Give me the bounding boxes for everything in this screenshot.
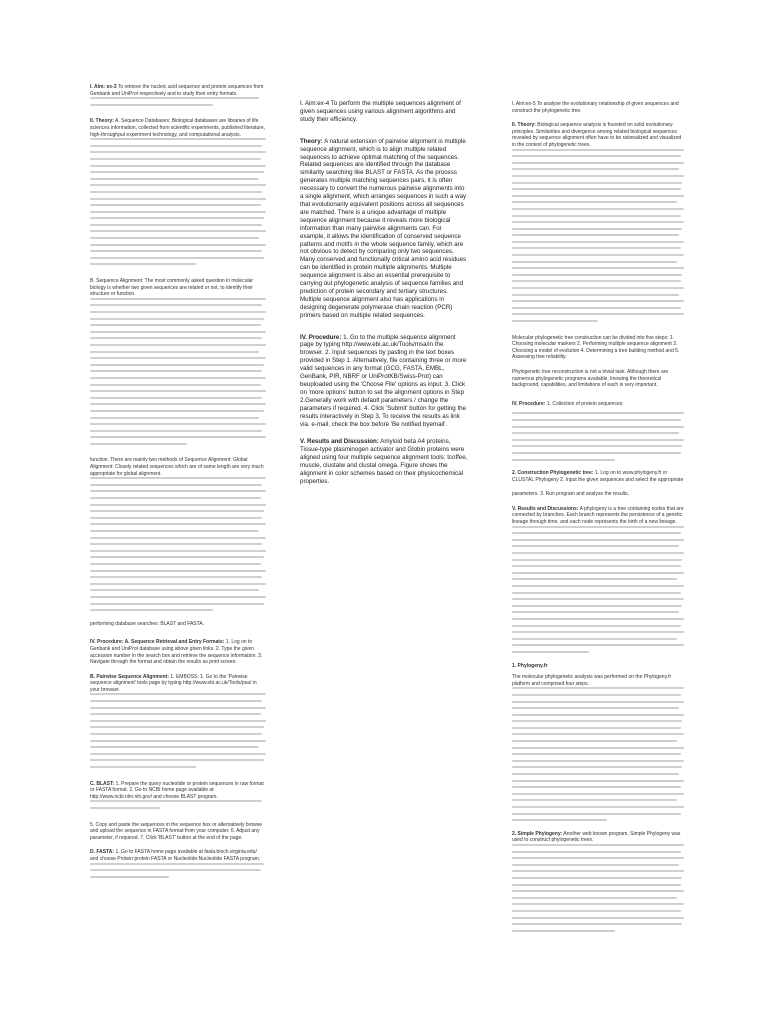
- right-simple-remaining-lines: [512, 844, 684, 932]
- left-function-text: function. There are mainly two methods of Sequence Alignment: Global Alignment: Closely related sequences which are of same length are very much appropriate for global alignment.: [90, 457, 264, 477]
- left-fasta-remaining-lines: [90, 863, 266, 878]
- left-fasta-text: 1. Go to FASTA home page available at fasta.bioch.virginia.edu/ and choose Protein:protein FASTA or Nucleotide:Nucleotide FASTA program.: [90, 849, 261, 862]
- left-function-remaining-lines: [90, 477, 266, 611]
- right-theory-text: Biological sequence analysis is founded on solid evolutionary principles. Similarities and divergence among related biological sequences revealed by sequence alignment often have to be rationalized and visualized in the context of phylogenetic trees.: [512, 122, 682, 148]
- right-theory-paragraph: [512, 122, 684, 148]
- left-alignment-paragraph: [90, 278, 266, 298]
- left-column: [90, 84, 266, 882]
- left-blast-steps-paragraph: 5. Copy and paste the sequences in the sequence box or alternatively browse and upload the sequence in FASTA format from your computer. 6. Adjust any parameter, if required. 7. Click 'BLAST' button at the end of the page.: [90, 821, 263, 841]
- left-blast-title: C. BLAST:: [90, 780, 115, 787]
- left-aim-remaining-lines: [90, 97, 266, 106]
- left-searches-line: performing database searches: BLAST and FASTA.: [90, 620, 205, 627]
- right-construction-paragraph: [512, 470, 684, 483]
- right-results-text: A phylogeny is a tree containing nodes that are connected by branches. Each branch represents the persistence of a genetic lineage through time, and each node represents the birth of a new lineage.: [512, 505, 684, 526]
- middle-procedure-text: 1. Go to the multiple sequence alignment page by typing http://www.ebi.ac.uk/Tools/msa/in the browser. 2. Input sequences by pasting in the text boxes provided in Step 1. Alternatively, file containing three or more valid sequences in any format (GCG, FASTA, EMBL, GenBank, PIR, NBRF or UniProtKB/Swiss-Prot) can beuploaded using the 'Choose File' options as input. 3. Click on 'more options' button to set the alignment options in Step 2.Generally work with default parameters / change the parameters if required. 4. Click 'Submit' button for getting the results interactively in Step 3. To receive the results as link via. e-mail, check the box before 'Be notified byemail'.: [300, 333, 467, 428]
- right-procedure-paragraph: [512, 401, 684, 408]
- left-procedure-a-title: IV. Procedure: A. Sequence Retrieval and Entry Formats:: [90, 639, 225, 646]
- right-column: [512, 101, 684, 936]
- right-simple-paragraph: [512, 831, 684, 844]
- left-blast-paragraph: [90, 781, 266, 801]
- right-construction-title: 2. Construction Phylogenetic tree:: [512, 470, 594, 477]
- left-procedure-a-paragraph: [90, 639, 266, 665]
- right-simple-title: 2. Simple Phylogeny:: [512, 830, 563, 837]
- right-results-paragraph: [512, 506, 684, 526]
- right-phylogeny-paragraph: The molecular phylogenetic analysis was performed on the Phylogeny.fr platform and comprised four steps.: [512, 674, 672, 687]
- left-aim-title: I. Aim: ex-3: [90, 84, 117, 90]
- right-aim: I. Aim:ex-5 To analyse the evolutionary relationship of given sequences and construct the phylogenetic tree.: [512, 101, 679, 114]
- middle-results-paragraph: [300, 438, 468, 485]
- right-theory-title: II. Theory:: [512, 122, 536, 129]
- right-theory-remaining-lines: [512, 149, 684, 322]
- left-theory-paragraph: [90, 118, 266, 138]
- middle-column: [300, 100, 468, 486]
- left-blast-remaining-lines: [90, 800, 266, 809]
- right-phylogeny-remaining-lines: [512, 687, 684, 821]
- right-results-title: V. Results and Discussions:: [512, 505, 579, 512]
- middle-theory-text: A natural extension of pairwise alignment is multiple sequence alignment, which is to align multiple related sequences to achieve optimal matching of the sequences. Related sequences are identified through the database similarity searching like BLAST or FASTA. As the process generates multiple matching sequences pairs, it is often necessary to convert the numerous pairwise alignments into a single alignment, which arranges sequences in such a way that evolutionarily equivalent positions across all sequences are matched. There is a unique advantage of multiple sequence alignment because it reveals more biological information than many pairwise alignments can. For example, it allows the identification of conserved sequence patterns and motifs in the whole sequence family, which are not obvious to detect by comparing only two sequences. Many conserved and functionally critical amino acid residues can be identified in protein multiple alignments. Multiple sequence alignment is also an essential prerequisite to carrying out phylogenetic analysis of sequence families and prediction of protein secondary and tertiary structures. Multiple sequence alignment also has applications in designing degenerate polymerase chain reaction (PCR) primers based on multiple related sequences.: [300, 137, 467, 319]
- left-fasta-title: D. FASTA:: [90, 849, 115, 856]
- right-steps-paragraph: Molecular phylogenetic tree construction can be divided into five steps: 1. Choosing molecular markers 2. Performing multiple sequence alignment 3. Choosing a model of evolution 4. Determining a tree building method and 5. Assessing tree reliability.: [512, 334, 680, 361]
- right-procedure-title: IV. Procedure:: [512, 400, 546, 407]
- right-parameters-line: parameters. 3. Run program and analyse the results.: [512, 491, 630, 498]
- middle-results-text: Amyloid beta A4 proteins, Tissue-type plasminogen activator and Globin proteins were aligned using four multiple sequence alignment tools: tcoffee, muscle, clustalw and clustal omega. Figure shows the alignment in color schemes based on their physicochemical properties.: [300, 438, 468, 485]
- left-alignment-text: B. Sequence Alignment: The most commonly asked question in molecular biology is whether two given sequences are related or not, to identify their structure or function.: [90, 278, 254, 298]
- left-theory-title: II. Theory:: [90, 118, 114, 125]
- right-reconstruction-paragraph: Phylogenetic tree reconstruction is not a trivial task. Although there are numerous phylogenetic programs available, knowing the theoretical background, capabilities, and limitations of each is very important.: [512, 368, 669, 389]
- left-fasta-paragraph: [90, 849, 266, 862]
- left-procedure-a-text: 1. Log on to Genbank and UniProt database using above given links. 2. Type the given accession number in the search box and retrieve the sequence information. 3. Navigate through the format and obtain the results as print screen.: [90, 639, 263, 666]
- middle-theory-paragraph: [300, 138, 468, 320]
- left-alignment-remaining-lines: [90, 298, 266, 445]
- left-procedure-b-paragraph: [90, 674, 266, 694]
- left-procedure-b-text: 1. EMBOSS: 1. Go to the 'Pairwise sequence alignment' tools page by typing http://www.ebi.ac.uk/Tools/psa/ in your browser.: [90, 673, 257, 693]
- right-simple-text: Another web known program, Simple Phylogeny was used to construct phylogenetic trees.: [512, 830, 681, 844]
- left-theory-remaining-lines: [90, 138, 266, 265]
- middle-theory-label: Theory:: [300, 137, 323, 145]
- right-phylogeny-title: 1. Phylogeny.fr: [512, 662, 548, 669]
- right-procedure-text: 1. Collection of protein sequences:: [546, 400, 624, 407]
- left-procedure-b-remaining-lines: [90, 693, 266, 768]
- middle-aim: I. Aim:ex-4 To perform the multiple sequences alignment of given sequences using various alignment algorithms and study their efficiency.: [300, 100, 461, 123]
- middle-procedure-label: IV. Procedure:: [300, 333, 342, 341]
- right-sequence-list-lines: [512, 412, 684, 460]
- left-function-paragraph: [90, 457, 266, 477]
- left-aim-text: To retrieve the nucleic acid sequence and protein sequences from Genbank and UniProt respectively and to study their entry formats.: [90, 84, 264, 97]
- left-aim-paragraph: [90, 84, 266, 97]
- right-results-remaining-lines: [512, 526, 684, 653]
- left-blast-text: 1. Prepare the query nucleotide or protein sequences in raw format or FASTA format. 2. Go to NCBI home page available at http://www.ncbi.nlm.nih.gov/ and choose BLAST program.: [90, 780, 264, 800]
- middle-procedure-paragraph: [300, 334, 468, 429]
- left-procedure-b-title: B. Pairwise Sequence Alignment:: [90, 673, 170, 680]
- right-construction-text: 1. Log on to www.phylogeny.fr or CLUSTAL Phylogeny 2. Input the given sequences and select the appropriate: [512, 470, 684, 483]
- middle-results-label: V. Results and Discussion:: [300, 438, 379, 446]
- left-theory-text: A. Sequence Databases: Biological databases are libraries of life sciences information, collected from scientific experiments, published literature, high-throughput experiment technology, and computational analysis.: [90, 118, 266, 138]
